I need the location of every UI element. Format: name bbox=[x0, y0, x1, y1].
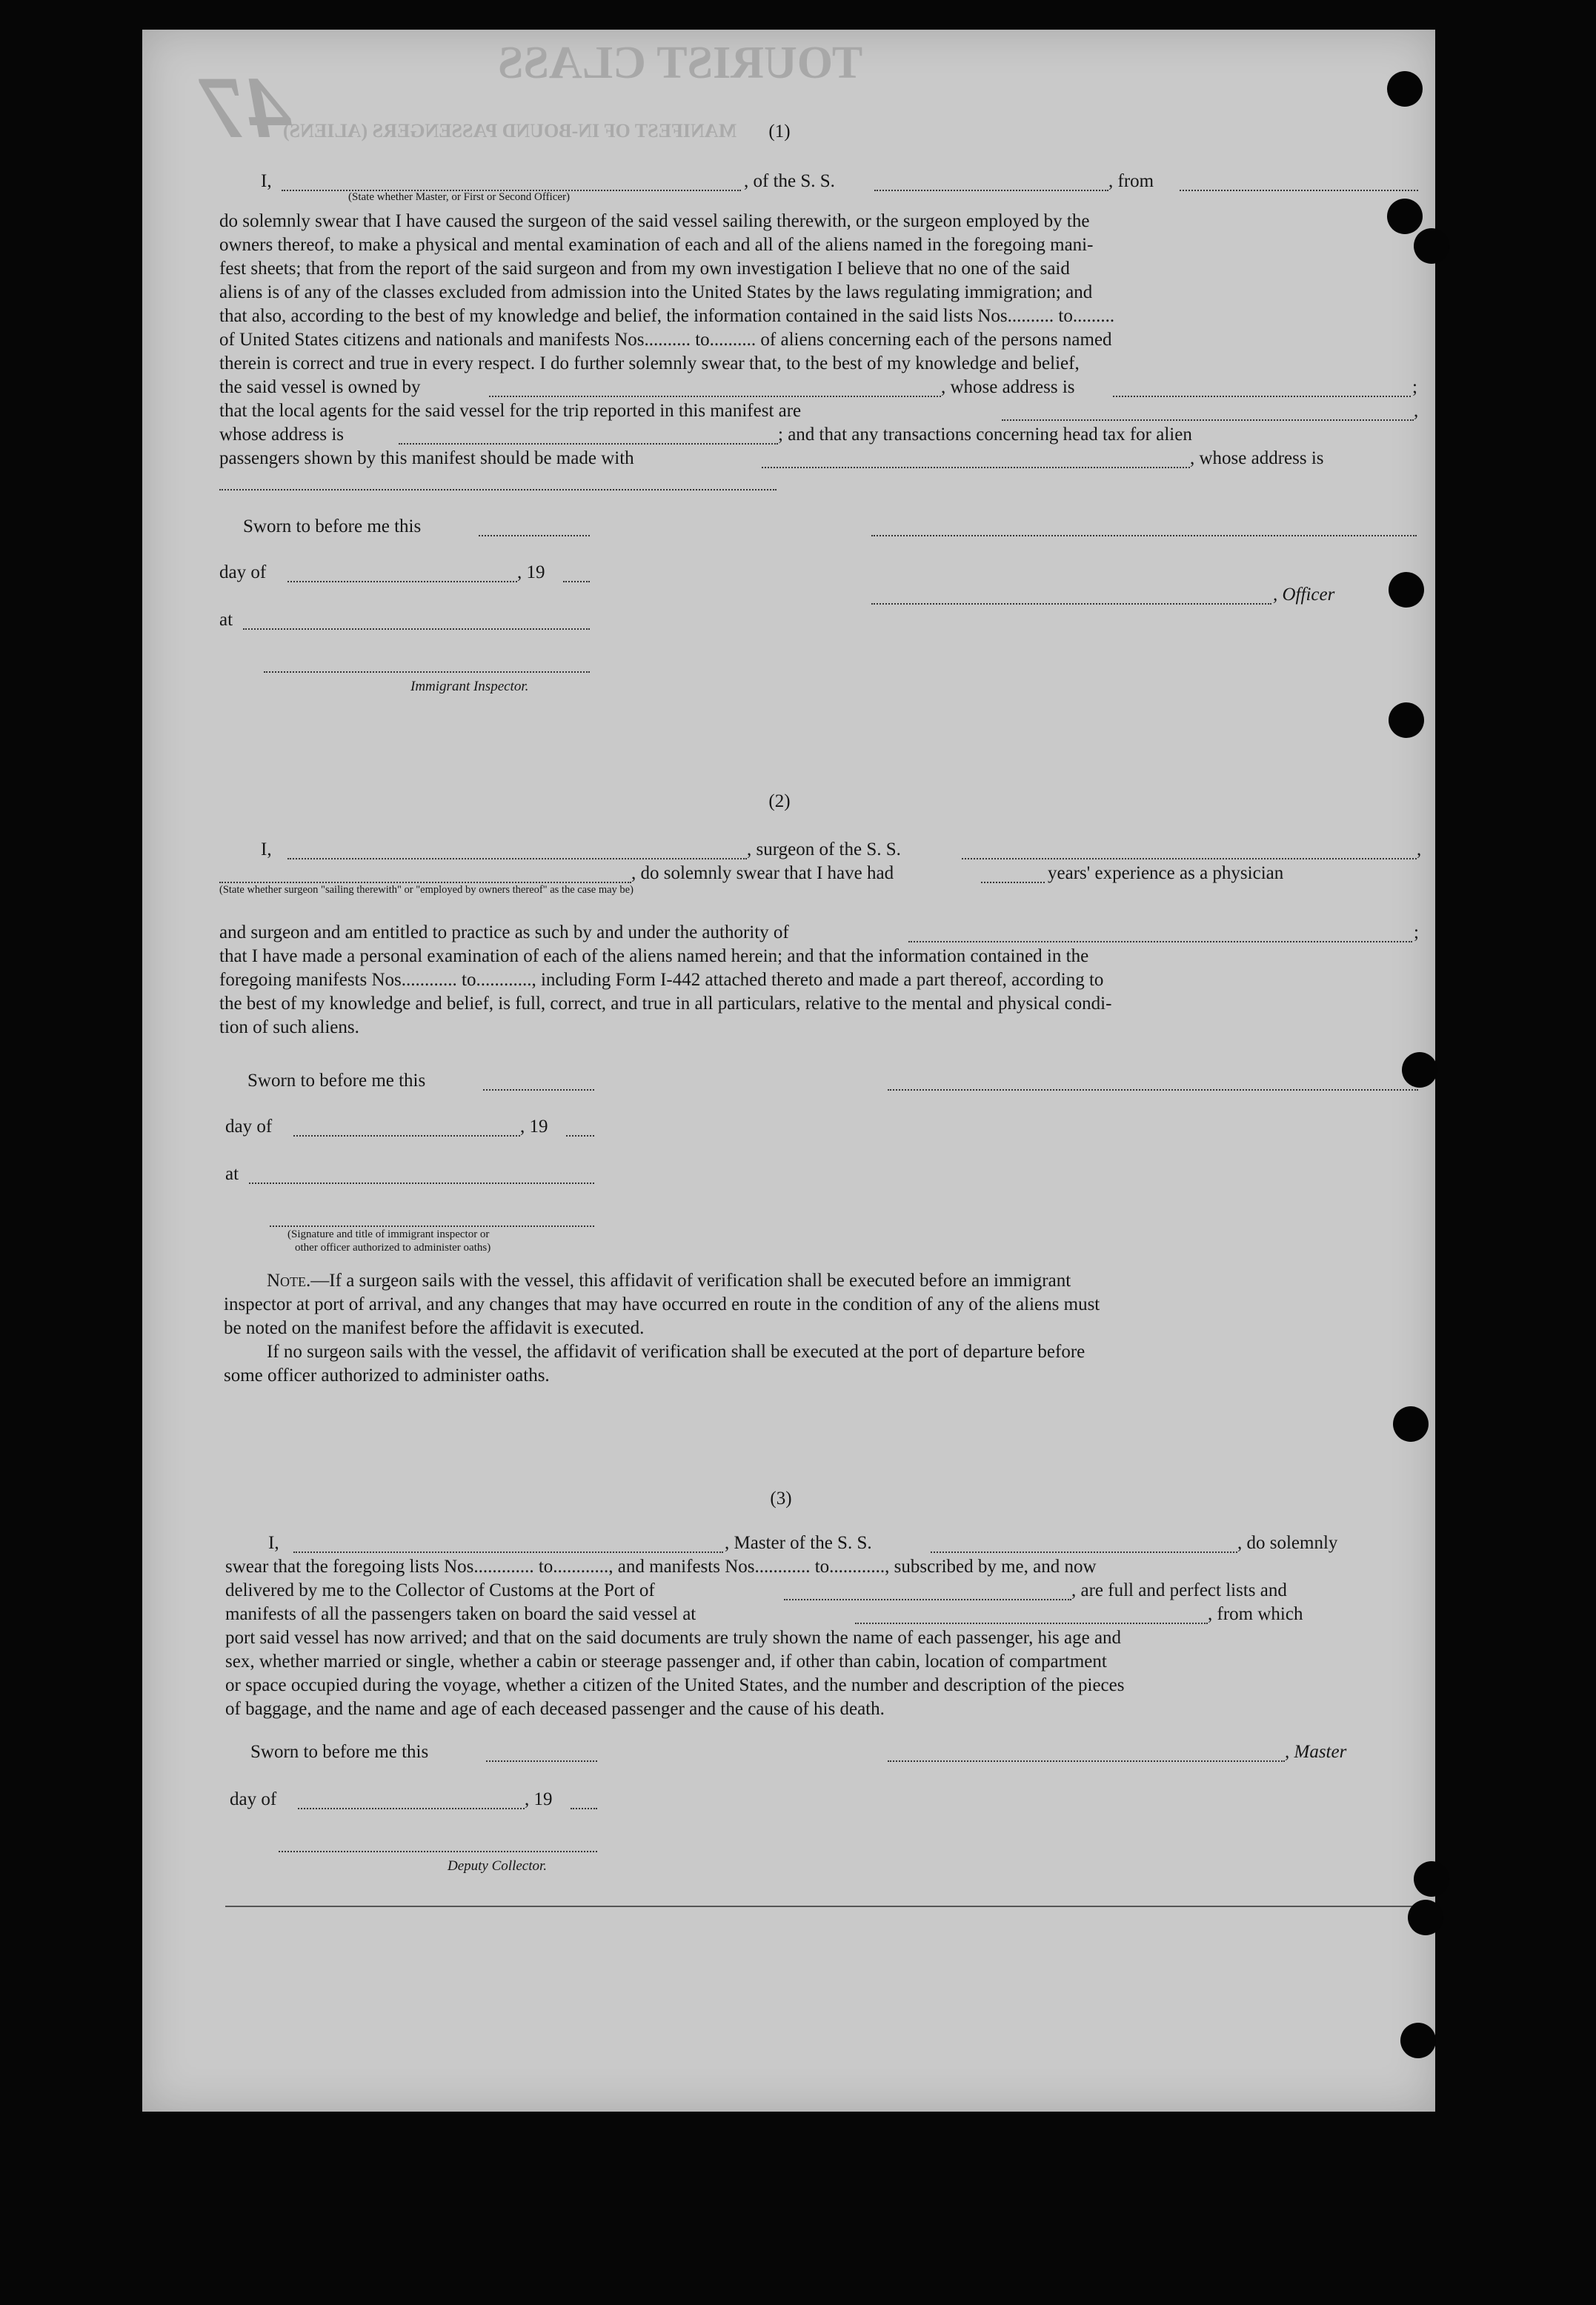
s3-text-line-6: sex, whether married or single, whether a cabin or steerage passenger and, if other than cabin, location of compartment bbox=[225, 1652, 1107, 1672]
s3-vessel-name-line bbox=[931, 1551, 1237, 1553]
s2-note-line-3: be noted on the manifest before the affidavit is executed. bbox=[224, 1318, 645, 1338]
s3-collector-port: delivered by me to the Collector of Customs at the Port of bbox=[225, 1580, 655, 1600]
s2-years-experience: years' experience as a physician bbox=[1048, 863, 1284, 883]
s2-at-line bbox=[249, 1183, 594, 1184]
s3-full-lists: , are full and perfect lists and bbox=[1071, 1580, 1287, 1600]
s2-i: I, bbox=[261, 839, 272, 859]
s2-note-label: Note. bbox=[267, 1271, 311, 1291]
s1-year-line bbox=[563, 581, 590, 582]
s1-i: I, bbox=[261, 171, 272, 191]
bottom-rule bbox=[225, 1906, 1424, 1907]
s3-master-name-line bbox=[293, 1551, 723, 1553]
ghost-class-heading: TOURIST CLASS bbox=[498, 38, 863, 88]
s3-text-line-2: swear that the foregoing lists Nos............. to............, and manifests Nos............ to............, subscribed by me, and now bbox=[225, 1557, 1097, 1577]
punch-hole bbox=[1414, 1861, 1449, 1897]
s1-officer-signature-line bbox=[871, 535, 1417, 536]
s1-inspector-signature-line bbox=[264, 671, 590, 673]
s1-at: at bbox=[219, 610, 233, 630]
s2-signature-caption-1: (Signature and title of immigrant inspector or bbox=[287, 1228, 490, 1240]
s2-month-line bbox=[293, 1135, 520, 1137]
s2-surgeon-signature-line bbox=[888, 1089, 1418, 1091]
s3-month-line bbox=[298, 1808, 525, 1809]
s2-note-text-1: —If a surgeon sails with the vessel, this affidavit of verification shall be executed before an immigrant bbox=[310, 1271, 1071, 1291]
s1-officer: , Officer bbox=[1273, 585, 1335, 605]
s1-head-tax-address-label: , whose address is bbox=[1190, 448, 1324, 468]
section-1-number: (1) bbox=[768, 122, 791, 142]
punch-hole bbox=[1414, 228, 1449, 264]
s3-departure-port-line bbox=[855, 1623, 1208, 1624]
s3-master-signature-line bbox=[888, 1760, 1285, 1762]
s1-of-ss: , of the S. S. bbox=[744, 171, 835, 191]
s1-semicolon: ; bbox=[1412, 377, 1417, 397]
s1-text-line-8: therein is correct and true in every respect. I do further solemnly swear that, to the best of my knowledge and belief, bbox=[219, 353, 1080, 373]
s2-signature-line bbox=[270, 1225, 594, 1227]
s3-year: , 19 bbox=[525, 1789, 553, 1809]
s2-text-line-6: the best of my knowledge and belief, is full, correct, and true in all particulars, relative to the mental and physical condi- bbox=[219, 994, 1112, 1014]
s1-agents-address-line bbox=[399, 443, 778, 445]
s2-semicolon: ; bbox=[1414, 922, 1419, 942]
s1-year: , 19 bbox=[517, 562, 545, 582]
s2-text-line-4: that I have made a personal examination of each of the aliens named herein; and that the information contained in the bbox=[219, 946, 1089, 966]
s1-head-tax: ; and that any transactions concerning head tax for alien bbox=[778, 425, 1192, 445]
s2-note-line-5: some officer authorized to administer oaths. bbox=[224, 1366, 550, 1386]
punch-hole bbox=[1400, 2023, 1436, 2058]
s1-text-line-3: owners thereof, to make a physical and mental examination of each and all of the aliens named in the foregoing mani- bbox=[219, 235, 1094, 255]
s2-surgeon-name-line bbox=[287, 858, 747, 859]
s3-port-line bbox=[784, 1599, 1071, 1600]
s1-at-line bbox=[243, 628, 590, 630]
s1-inspector-caption: Immigrant Inspector. bbox=[410, 679, 529, 694]
ghost-manifest-title: MANIFEST OF IN-BOUND PASSENGERS (ALIENS) bbox=[283, 120, 737, 142]
s2-surgeon-of-ss: , surgeon of the S. S. bbox=[747, 839, 901, 859]
punch-hole bbox=[1402, 1052, 1437, 1088]
s1-owner-address-label: , whose address is bbox=[941, 377, 1075, 397]
s1-owner-line bbox=[489, 396, 941, 397]
punch-hole bbox=[1408, 1900, 1443, 1935]
s1-text-line-7: of United States citizens and nationals and manifests Nos.......... to.......... of aliens concerning each of the persons named bbox=[219, 330, 1112, 350]
s2-authority: and surgeon and am entitled to practice as such by and under the authority of bbox=[219, 922, 789, 942]
s2-note-line-1 bbox=[267, 1270, 1071, 1292]
s1-owned-by: the said vessel is owned by bbox=[219, 377, 421, 397]
s1-vessel-name-line bbox=[874, 190, 1108, 191]
punch-hole bbox=[1389, 702, 1424, 738]
s3-year-line bbox=[571, 1808, 597, 1809]
s1-agents-line bbox=[1002, 419, 1414, 421]
punch-hole bbox=[1387, 71, 1423, 107]
s2-text-line-5: foregoing manifests Nos............ to............, including Form I-442 attached thereto and made a part thereof, according to bbox=[219, 970, 1104, 990]
s2-signature-caption-2: other officer authorized to administer oaths) bbox=[295, 1242, 491, 1254]
s1-sworn-date-line bbox=[479, 535, 590, 536]
section-2-number: (2) bbox=[768, 791, 791, 811]
s1-day-of: day of bbox=[219, 562, 267, 582]
ghost-page-number: 47 bbox=[202, 58, 290, 156]
s1-officer-title-line bbox=[871, 603, 1271, 605]
s2-text-line-7: tion of such aliens. bbox=[219, 1017, 359, 1037]
s1-from: , from bbox=[1108, 171, 1154, 191]
s2-solemnly-swear: , do solemnly swear that I have had bbox=[631, 863, 894, 883]
s1-sworn: Sworn to before me this bbox=[243, 516, 422, 536]
s2-year-line bbox=[566, 1135, 594, 1137]
punch-hole bbox=[1393, 1406, 1429, 1442]
s3-do-solemnly: , do solemnly bbox=[1237, 1533, 1338, 1553]
s3-text-line-7: or space occupied during the voyage, whether a citizen of the United States, and the number and description of the pieces bbox=[225, 1675, 1125, 1695]
s3-sworn-date-line bbox=[486, 1760, 597, 1762]
s3-text-line-8: of baggage, and the name and age of each deceased passenger and the cause of his death. bbox=[225, 1699, 885, 1719]
s1-head-tax-address-line bbox=[219, 489, 777, 490]
s1-officer-caption: (State whether Master, or First or Second Officer) bbox=[348, 191, 571, 203]
s3-from-which: , from which bbox=[1208, 1604, 1303, 1624]
s2-note-line-4: If no surgeon sails with the vessel, the affidavit of verification shall be executed at the port of departure before bbox=[267, 1342, 1085, 1362]
punch-hole bbox=[1387, 199, 1423, 234]
s3-master: , Master bbox=[1285, 1742, 1347, 1762]
s2-note-line-2: inspector at port of arrival, and any changes that may have occurred en route in the condition of any of the aliens must bbox=[224, 1294, 1100, 1314]
s2-surgeon-caption: (State whether surgeon "sailing therewith" or "employed by owners thereof" as the case may be) bbox=[219, 884, 634, 896]
s3-text-line-5: port said vessel has now arrived; and that on the said documents are truly shown the name of each passenger, his age and bbox=[225, 1628, 1122, 1648]
s1-text-line-2: do solemnly swear that I have caused the surgeon of the said vessel sailing therewith, or the surgeon employed by the bbox=[219, 211, 1090, 231]
section-3-number: (3) bbox=[770, 1489, 792, 1509]
punch-hole bbox=[1389, 572, 1424, 608]
s3-collector-caption: Deputy Collector. bbox=[448, 1858, 548, 1874]
s3-sworn: Sworn to before me this bbox=[250, 1742, 429, 1762]
s2-comma: , bbox=[1417, 839, 1422, 859]
s1-agents-address-label: whose address is bbox=[219, 425, 345, 445]
s1-head-tax-with: passengers shown by this manifest should be made with bbox=[219, 448, 634, 468]
s3-taken-on-board: manifests of all the passengers taken on board the said vessel at bbox=[225, 1604, 696, 1624]
s1-head-tax-party-line bbox=[762, 467, 1190, 468]
s1-owner-address-line bbox=[1113, 396, 1411, 397]
s3-master-of-ss: , Master of the S. S. bbox=[725, 1533, 872, 1553]
s1-from-port-line bbox=[1180, 190, 1418, 191]
s1-month-line bbox=[287, 581, 517, 582]
s3-collector-signature-line bbox=[279, 1851, 597, 1852]
s2-vessel-name-line bbox=[962, 858, 1417, 859]
manifest-page bbox=[142, 30, 1435, 2112]
s1-local-agents: that the local agents for the said vessel for the trip reported in this manifest are bbox=[219, 401, 802, 421]
s2-at: at bbox=[225, 1164, 239, 1184]
s3-i: I, bbox=[268, 1533, 279, 1553]
s1-agents-comma: , bbox=[1414, 401, 1419, 421]
s2-sworn-date-line bbox=[483, 1089, 594, 1091]
s1-text-line-4: fest sheets; that from the report of the said surgeon and from my own investigation I believe that no one of the said bbox=[219, 259, 1070, 279]
s2-day-of: day of bbox=[225, 1117, 273, 1137]
s2-year: , 19 bbox=[520, 1117, 548, 1137]
s2-authority-line bbox=[908, 941, 1412, 942]
s3-day-of: day of bbox=[230, 1789, 277, 1809]
s1-text-line-5: aliens is of any of the classes excluded from admission into the United States by the laws regulating immigration; and bbox=[219, 282, 1093, 302]
s2-sworn: Sworn to before me this bbox=[247, 1071, 426, 1091]
s2-years-line bbox=[981, 882, 1045, 883]
s1-text-line-6: that also, according to the best of my knowledge and belief, the information contained in the said lists Nos.......... to......... bbox=[219, 306, 1115, 326]
